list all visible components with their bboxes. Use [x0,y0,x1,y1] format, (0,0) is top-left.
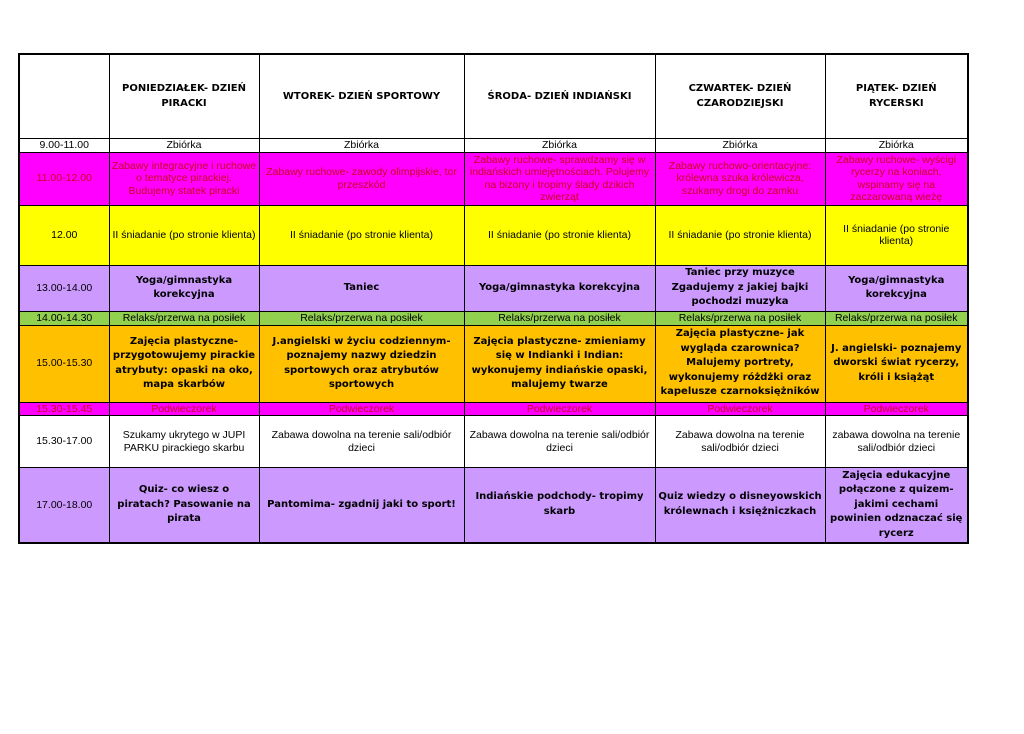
activity-cell: J.angielski w życiu codziennym- poznajemy nazwy dziedzin sportowych oraz atrybutów sportowych [259,325,464,402]
activity-cell: Relaks/przerwa na posiłek [825,311,968,325]
activity-cell: Zabawy ruchowe- wyścigi rycerzy na koniach, wspinamy się na zaczarowaną wieżę [825,152,968,205]
activity-cell: Zabawa dowolna na terenie sali/odbiór dzieci [655,416,825,468]
row-relax [19,311,968,325]
day-header-tuesday: WTOREK- DZIEŃ SPORTOWY [259,54,464,138]
time-cell: 14.00-14.30 [19,311,109,325]
activity-cell: Zbiórka [655,138,825,152]
activity-cell: Szukamy ukrytego w JUPI PARKU pirackiego skarbu [109,416,259,468]
activity-cell: Zajęcia plastyczne- jak wygląda czarownica? Malujemy portrety, wykonujemy różdżki oraz kapelusze czarnoksiężników [655,325,825,402]
activity-cell: J. angielski- poznajemy dworski świat rycerzy, króli i książąt [825,325,968,402]
row-movement-games [19,152,968,205]
activity-cell: Zabawa dowolna na terenie sali/odbiór dzieci [464,416,655,468]
row-free-play [19,416,968,468]
day-header-friday: PIĄTEK- DZIEŃ RYCERSKI [825,54,968,138]
activity-cell: Quiz- co wiesz o piratach? Pasowanie na pirata [109,468,259,543]
activity-cell: II śniadanie (po stronie klienta) [825,205,968,265]
activity-cell: Zajęcia edukacyjne połączone z quizem- jakimi cechami powinien odznaczać się rycerz [825,468,968,543]
time-cell: 12.00 [19,205,109,265]
activity-cell: Zbiórka [259,138,464,152]
activity-cell: II śniadanie (po stronie klienta) [109,205,259,265]
row-workshops [19,325,968,402]
activity-cell: Yoga/gimnastyka korekcyjna [109,265,259,311]
activity-cell: Zabawy ruchowe- zawody olimpijskie, tor przeszkód [259,152,464,205]
activity-cell: Yoga/gimnastyka korekcyjna [464,265,655,311]
activity-cell: Zabawy ruchowe- sprawdzamy się w indiańskich umiejętnościach. Polujemy na bizony i tropimy ślady dzikich zwierząt [464,152,655,205]
row-gathering [19,138,968,152]
activity-cell: Zajęcia plastyczne- zmieniamy się w Indianki i Indian: wykonujemy indiańskie opaski, malujemy twarze [464,325,655,402]
activity-cell: Podwieczorek [464,402,655,416]
activity-cell: Relaks/przerwa na posiłek [259,311,464,325]
time-cell: 13.00-14.00 [19,265,109,311]
activity-cell: II śniadanie (po stronie klienta) [259,205,464,265]
activity-cell: Zajęcia plastyczne- przygotowujemy pirackie atrybuty: opaski na oko, mapa skarbów [109,325,259,402]
row-quizzes [19,468,968,543]
activity-cell: Zbiórka [825,138,968,152]
activity-cell: Quiz wiedzy o disneyowskich królewnach i księżniczkach [655,468,825,543]
time-cell: 9.00-11.00 [19,138,109,152]
activity-cell: Relaks/przerwa na posiłek [464,311,655,325]
schedule-sheet [18,53,967,544]
activity-cell: Zbiórka [109,138,259,152]
activity-cell: Zbiórka [464,138,655,152]
activity-cell: zabawa dowolna na terenie sali/odbiór dzieci [825,416,968,468]
time-cell: 11.00-12.00 [19,152,109,205]
activity-cell: Relaks/przerwa na posiłek [655,311,825,325]
schedule-table [18,53,969,544]
activity-cell: Podwieczorek [109,402,259,416]
day-header-monday: PONIEDZIAŁEK- DZIEŃ PIRACKI [109,54,259,138]
activity-cell: Taniec [259,265,464,311]
time-cell: 15.30-15.45 [19,402,109,416]
activity-cell: Podwieczorek [655,402,825,416]
activity-cell: Yoga/gimnastyka korekcyjna [825,265,968,311]
activity-cell: Zabawa dowolna na terenie sali/odbiór dzieci [259,416,464,468]
day-header-thursday: CZWARTEK- DZIEŃ CZARODZIEJSKI [655,54,825,138]
activity-cell: Podwieczorek [825,402,968,416]
activity-cell: Taniec przy muzyce Zgadujemy z jakiej bajki pochodzi muzyka [655,265,825,311]
activity-cell: Podwieczorek [259,402,464,416]
activity-cell: II śniadanie (po stronie klienta) [464,205,655,265]
corner-cell [19,54,109,138]
time-cell: 15.00-15.30 [19,325,109,402]
header-row [19,54,968,138]
row-second-breakfast [19,205,968,265]
activity-cell: Zabawy ruchowo-orientacyjne: królewna szuka królewicza, szukamy drogi do zamku [655,152,825,205]
activity-cell: Indiańskie podchody- tropimy skarb [464,468,655,543]
activity-cell: II śniadanie (po stronie klienta) [655,205,825,265]
row-yoga-dance [19,265,968,311]
activity-cell: Pantomima- zgadnij jaki to sport! [259,468,464,543]
activity-cell: Relaks/przerwa na posiłek [109,311,259,325]
day-header-wednesday: ŚRODA- DZIEŃ INDIAŃSKI [464,54,655,138]
activity-cell: Zabawy integracyjne i ruchowe o tematyce pirackiej. Budujemy statek piracki [109,152,259,205]
row-afternoon-snack [19,402,968,416]
time-cell: 17.00-18.00 [19,468,109,543]
time-cell: 15.30-17.00 [19,416,109,468]
